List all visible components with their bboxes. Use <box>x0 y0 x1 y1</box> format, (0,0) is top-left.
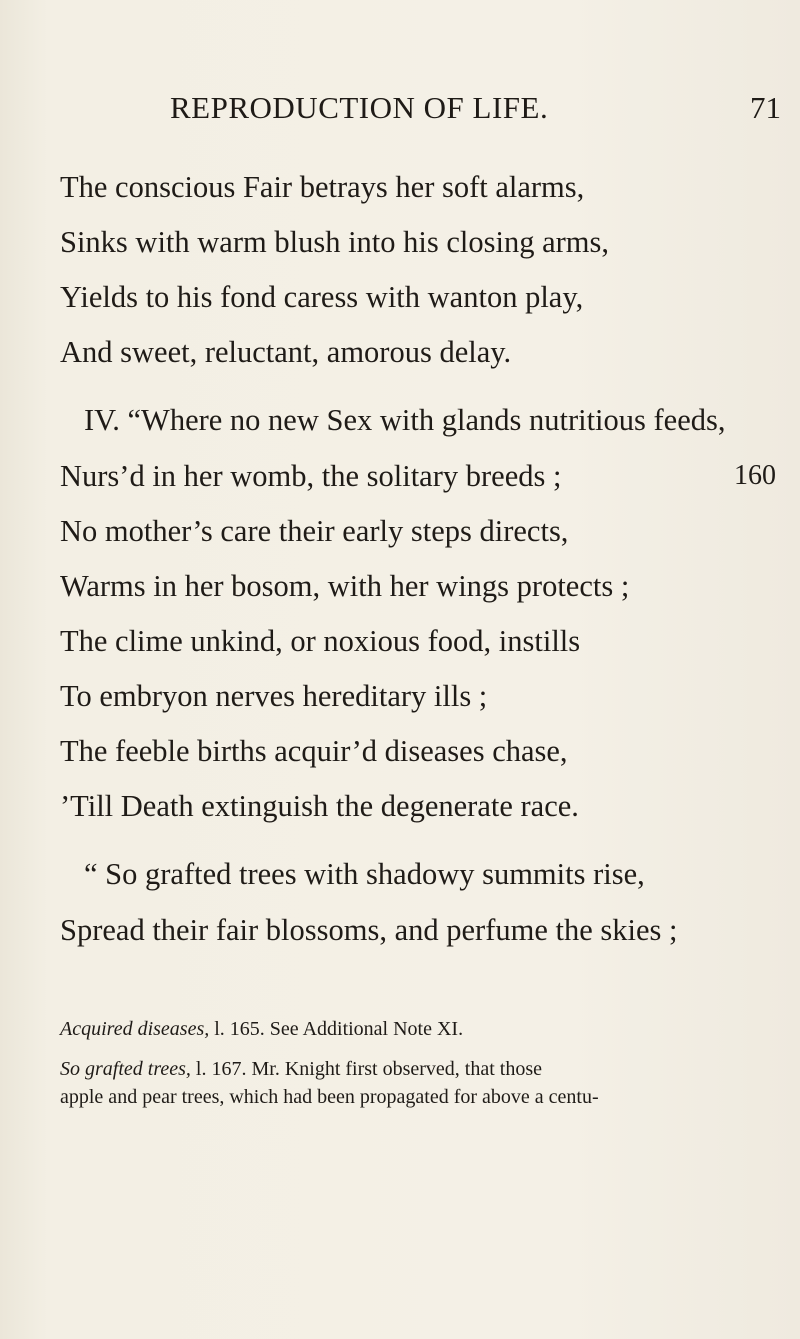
footnote-text: l. 167. Mr. Knight first observed, that those <box>190 1058 542 1080</box>
footnote-continuation: apple and pear trees, which had been propagated for above a centu- <box>60 1086 599 1108</box>
verse-line: The clime unkind, or noxious food, instills <box>60 624 581 658</box>
verse-line: Spread their fair blossoms, and perfume the skies ; <box>60 913 678 947</box>
verse-line: Yields to his fond caress with wanton play, <box>60 280 584 314</box>
verse-line: The feeble births acquir’d diseases chase, <box>60 734 568 768</box>
verse-line: The conscious Fair betrays her soft alarms, <box>60 170 585 204</box>
footnote-text: l. 165. See Additional Note XI. <box>209 1018 464 1040</box>
verse-line: And sweet, reluctant, amorous delay. <box>60 335 512 369</box>
line-number: 160 <box>734 460 776 491</box>
footnote <box>60 1058 542 1081</box>
verse-line: Nurs’d in her womb, the solitary breeds ; <box>60 459 562 493</box>
verse-line: IV. “Where no new Sex with glands nutritious feeds, <box>84 403 726 437</box>
page-number: 71 <box>750 90 781 125</box>
verse-line: To embryon nerves hereditary ills ; <box>60 679 488 713</box>
footnote <box>60 1018 463 1041</box>
footnote-lead: Acquired diseases, <box>60 1018 210 1040</box>
verse-line: ’Till Death extinguish the degenerate race. <box>60 789 579 823</box>
verse-line: Sinks with warm blush into his closing arms, <box>60 225 609 259</box>
footnote-lead: So grafted trees, <box>60 1058 191 1080</box>
verse-line: Warms in her bosom, with her wings protects ; <box>60 569 630 603</box>
running-head-title: REPRODUCTION OF LIFE. <box>170 90 549 125</box>
verse-line: “ So grafted trees with shadowy summits rise, <box>84 857 645 891</box>
verse-line: No mother’s care their early steps directs, <box>60 514 569 548</box>
